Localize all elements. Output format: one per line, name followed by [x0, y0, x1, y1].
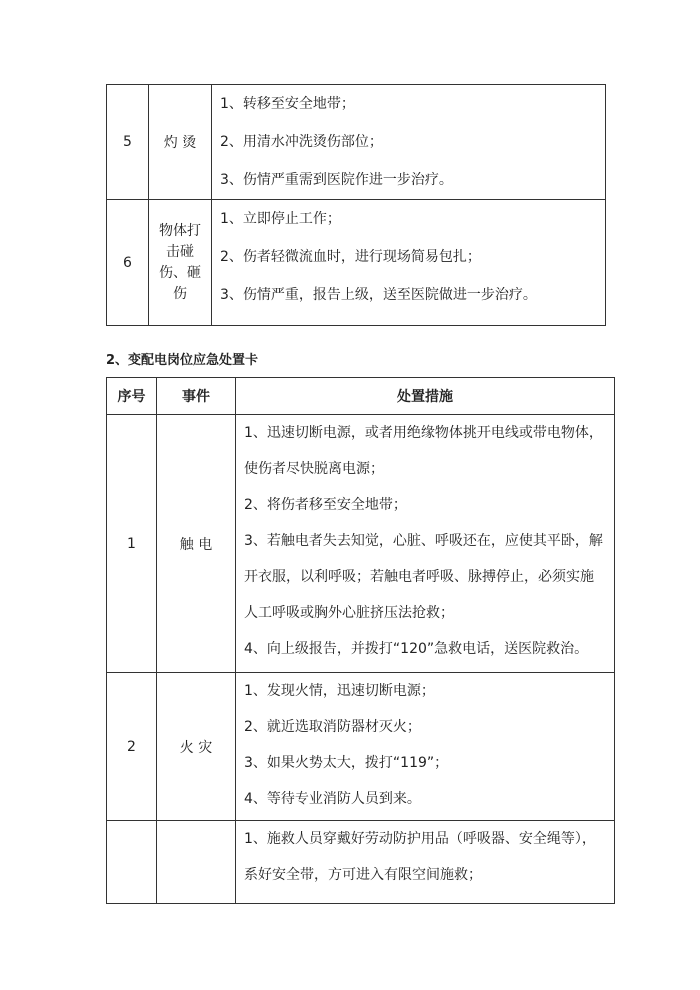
- measure-line: 1、施救人员穿戴好劳动防护用品（呼吸器、安全绳等），: [244, 831, 596, 847]
- measure-line: 3、伤情严重，报告上级，送至医院做进一步治疗。: [220, 287, 537, 303]
- measure-line: 1、转移至安全地带；: [220, 96, 355, 112]
- table-row: [107, 821, 615, 904]
- measure-line: 1、发现火情，迅速切断电源；: [244, 683, 435, 699]
- row-number: 6: [107, 200, 149, 326]
- measures-cell: [236, 415, 615, 673]
- row-number: 2: [107, 673, 157, 821]
- measure-line: 1、迅速切断电源，或者用绝缘物体挑开电线或带电物体，: [244, 425, 603, 441]
- measure-line: 人工呼吸或胸外心脏挤压法抢救；: [244, 605, 454, 621]
- measure-line: 3、若触电者失去知觉，心脏、呼吸还在，应使其平卧，解: [244, 533, 603, 549]
- table-row: [107, 673, 615, 821]
- measure-line: 3、如果火势太大，拨打“119”；: [244, 755, 449, 771]
- section-title: 2、变配电岗位应急处置卡: [106, 353, 259, 368]
- measure-line: 使伤者尽快脱离电源；: [244, 461, 384, 477]
- measure-line: 开衣服，以利呼吸；若触电者呼吸、脉搏停止，必须实施: [244, 569, 594, 585]
- measures-cell: [236, 821, 615, 904]
- event-cell: 火 灾: [157, 673, 236, 821]
- header-event: 事件: [157, 378, 236, 415]
- measure-line: 3、伤情严重需到医院作进一步治疗。: [220, 172, 453, 188]
- table-row: [107, 200, 606, 326]
- measure-line: 4、向上级报告，并拨打“120”急救电话，送医院救治。: [244, 641, 589, 657]
- event-label: 灼 烫: [163, 135, 197, 151]
- measures-cell: [236, 673, 615, 821]
- event-cell: [149, 200, 212, 326]
- row-number: 1: [107, 415, 157, 673]
- measure-line: 4、等待专业消防人员到来。: [244, 791, 421, 807]
- header-number: 序号: [107, 378, 157, 415]
- table-header-row: [107, 378, 615, 415]
- event-label-line: 伤、砸: [159, 264, 201, 281]
- row-number: 5: [107, 85, 149, 200]
- emergency-table-1: [106, 84, 606, 326]
- measure-line: 2、将伤者移至安全地带；: [244, 497, 407, 513]
- emergency-table-2: [106, 377, 615, 904]
- event-cell: [157, 821, 236, 904]
- measure-line: 1、立即停止工作；: [220, 211, 341, 227]
- table-row: [107, 85, 606, 200]
- event-cell: 触 电: [157, 415, 236, 673]
- event-label-line: 击碰: [166, 243, 194, 260]
- event-label-line: 物体打: [159, 222, 201, 239]
- event-cell: [149, 85, 212, 200]
- measures-cell: [212, 200, 606, 326]
- measure-line: 2、用清水冲洗烫伤部位；: [220, 134, 383, 150]
- measure-line: 2、就近选取消防器材灭火；: [244, 719, 421, 735]
- table-row: [107, 415, 615, 673]
- measure-line: 2、伤者轻微流血时，进行现场简易包扎；: [220, 249, 481, 265]
- row-number: [107, 821, 157, 904]
- header-measures: 处置措施: [236, 378, 615, 415]
- event-label-line: 伤: [173, 285, 187, 302]
- measures-cell: [212, 85, 606, 200]
- measure-line: 系好安全带，方可进入有限空间施救；: [244, 867, 482, 883]
